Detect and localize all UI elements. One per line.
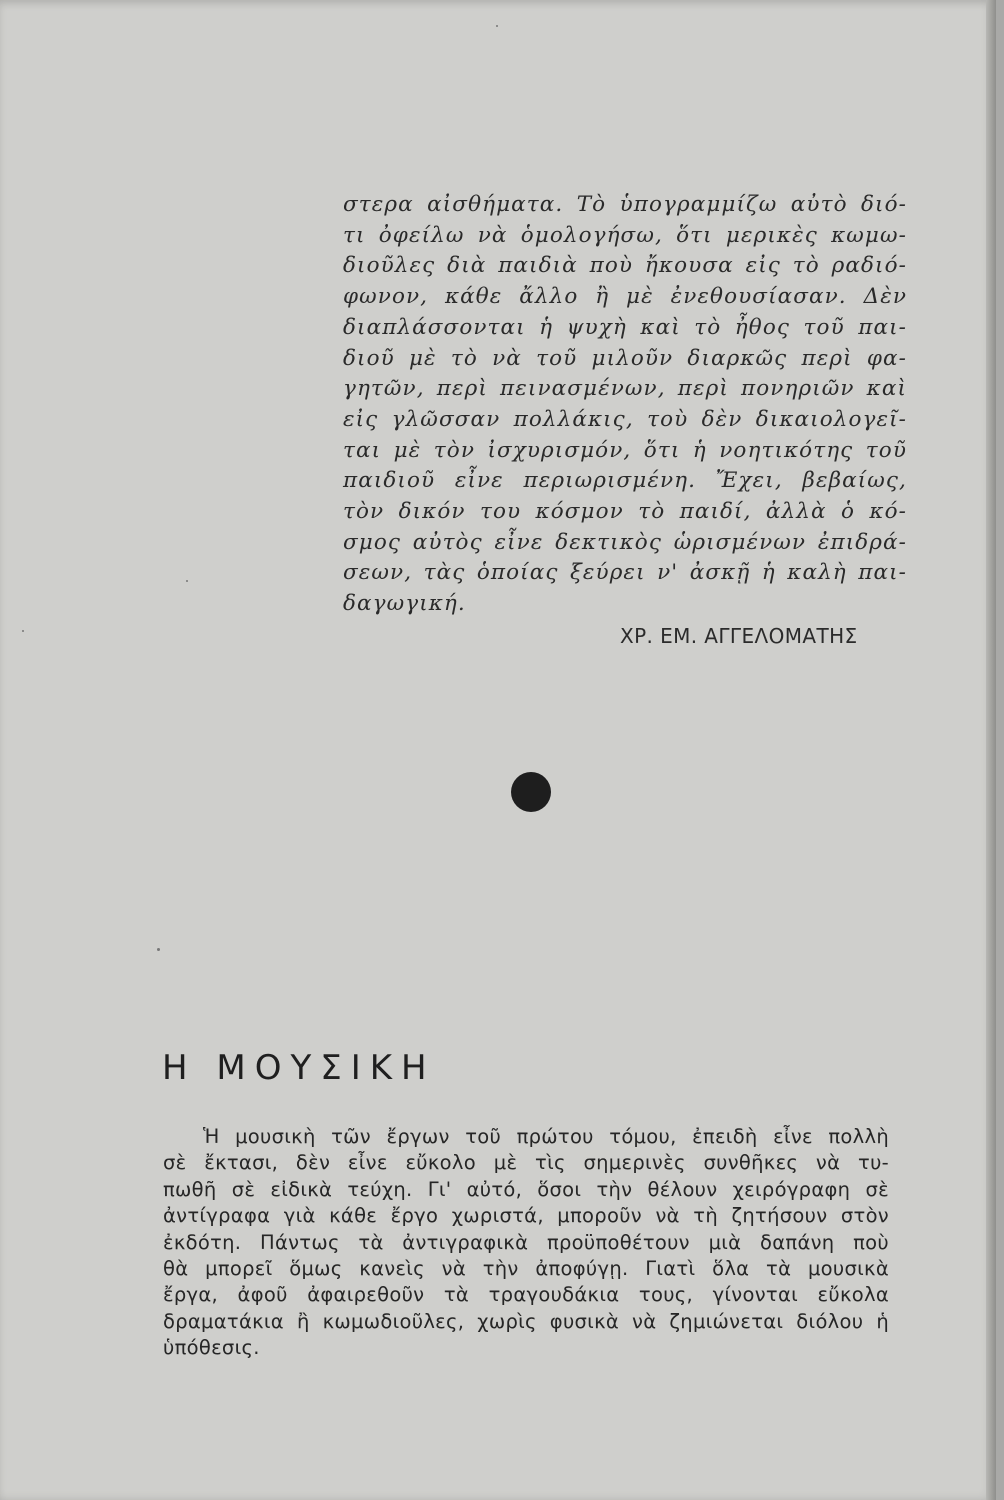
music-line: θὰ μπορεῖ ὅμως κανεὶς νὰ τὴν ἀποφύγῃ. Γιατὶ ὅλα τὰ μουσικὰ [163, 1257, 889, 1281]
upper-line: φωνον, κάθε ἄλλο ἢ μὲ ἐνεθουσίασαν. Δὲν [343, 284, 907, 310]
upper-line: δαγωγική. [343, 591, 466, 617]
music-line: ἐκδότη. Πάντως τὰ ἀντιγραφικὰ προϋποθέτουν μιὰ δαπάνη ποὺ [163, 1230, 889, 1254]
music-line: σὲ ἔκτασι, δὲν εἶνε εὔκολο μὲ τὶς σημερινὲς συνθῆκες νὰ τυ- [163, 1151, 889, 1175]
music-line: ἀντίγραφα γιὰ κάθε ἔργο χωριστά, μποροῦν νὰ τὴ ζητήσουν στὸν [163, 1204, 889, 1228]
bullet-ornament [511, 772, 551, 812]
paper-speck [496, 25, 498, 27]
paper-speck [22, 630, 24, 632]
upper-line: τὸν δικόν του κόσμον τὸ παιδί, ἀλλὰ ὁ κό- [343, 499, 907, 525]
upper-line: στερα αἰσθήματα. Τὸ ὑπογραμμίζω αὐτὸ διό- [343, 192, 907, 217]
page-edge [986, 0, 996, 1500]
upper-line: εἰς γλῶσσαν πολλάκις, τοὺ δὲν δικαιολογεῖ- [343, 406, 907, 432]
upper-line: σεων, τὰς ὁποίας ξεύρει ν' ἀσκῇ ἡ καλὴ παι- [343, 560, 907, 586]
music-line: ὑπόθεσις. [163, 1336, 260, 1360]
upper-line: διοῦλες διὰ παιδιὰ ποὺ ἤκουσα εἰς τὸ ραδιό- [343, 253, 907, 279]
upper-line: παιδιοῦ εἶνε περιωρισμένη. Ἔχει, βεβαίως, [343, 468, 907, 494]
music-line: ἔργα, ἀφοῦ ἀφαιρεθοῦν τὰ τραγουδάκια τους, γίνονται εὔκολα [163, 1283, 889, 1307]
section-heading: Η ΜΟΥΣΙΚΗ [162, 1048, 436, 1088]
author-signature: ΧΡ. ΕΜ. ΑΓΓΕΛΟΜΑΤΗΣ [620, 624, 858, 648]
upper-line: ται μὲ τὸν ἰσχυρισμόν, ὅτι ἡ νοητικότης τοῦ [343, 437, 907, 463]
paper-speck [157, 948, 160, 951]
music-line: πωθῆ σὲ εἰδικὰ τεύχη. Γι' αὐτό, ὅσοι τὴν θέλουν χειρόγραφη σὲ [163, 1177, 889, 1201]
music-line: Ἡ μουσικὴ τῶν ἔργων τοῦ πρώτου τόμου, ἐπειδὴ εἶνε πολλὴ [203, 1125, 889, 1148]
upper-line: διοῦ μὲ τὸ νὰ τοῦ μιλοῦν διαρκῶς περὶ φα- [343, 345, 907, 371]
upper-line: διαπλάσσονται ἡ ψυχὴ καὶ τὸ ἦθος τοῦ παι- [343, 314, 907, 340]
upper-line: γητῶν, περὶ πεινασμένων, περὶ πονηριῶν καὶ [343, 376, 907, 402]
music-paragraph [163, 1124, 889, 1362]
music-line: δραματάκια ἢ κωμωδιοῦλες, χωρὶς φυσικὰ νὰ ζημιώνεται διόλου ἡ [163, 1309, 889, 1333]
upper-line: σμος αὐτὸς εἶνε δεκτικὸς ὡρισμένων ἐπιδρά- [343, 529, 907, 555]
upper-line: τι ὀφείλω νὰ ὁμολογήσω, ὅτι μερικὲς κωμω- [343, 222, 907, 248]
upper-paragraph [343, 190, 907, 620]
paper-speck [186, 580, 188, 582]
